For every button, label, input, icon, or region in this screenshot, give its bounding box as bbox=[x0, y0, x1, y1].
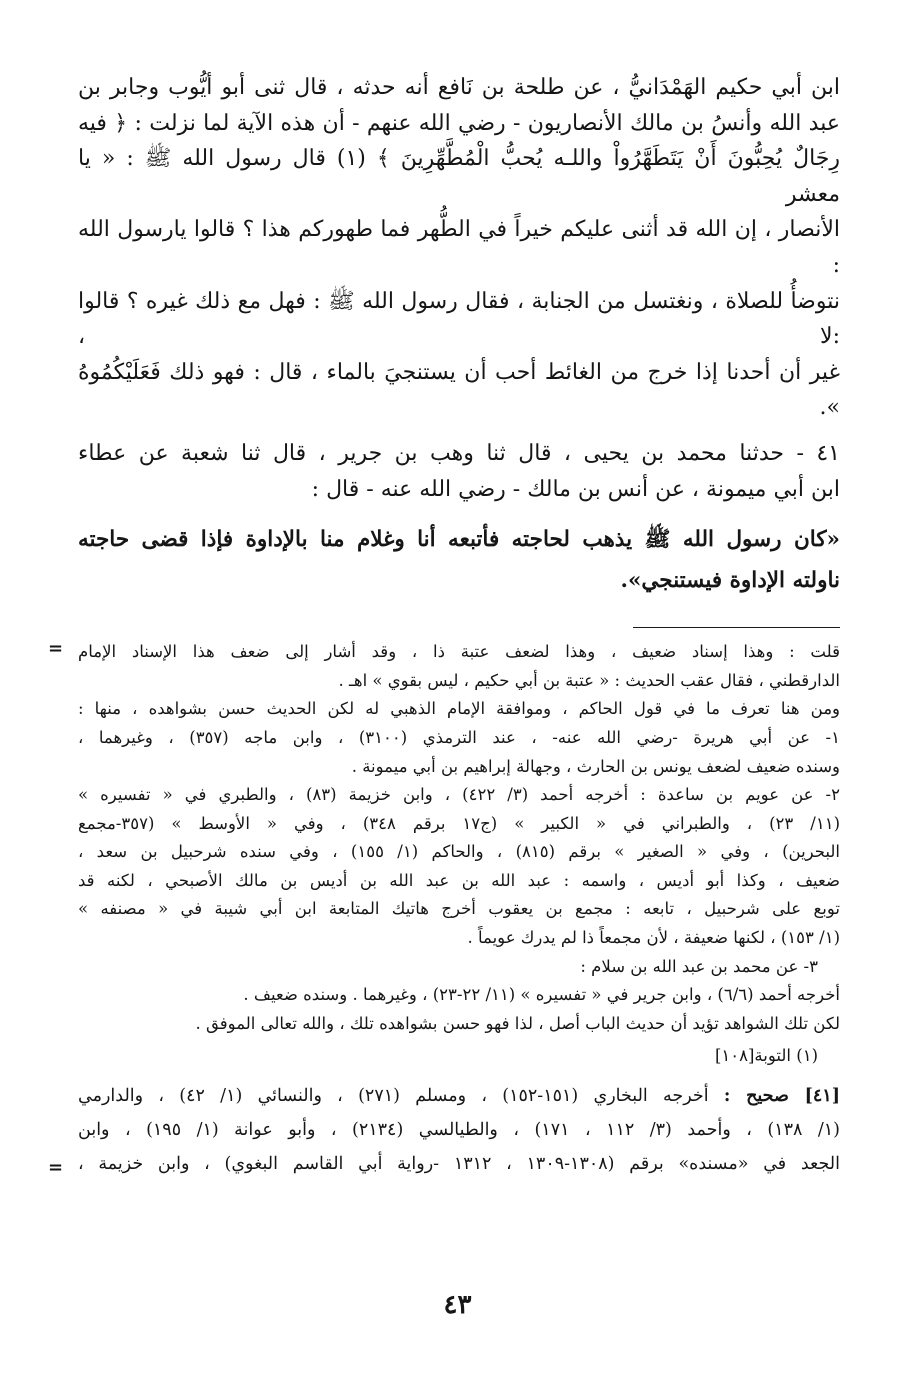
note-line: ١- عن أبي هريرة -رضي الله عنه- ، عند الترمذي (٣١٠٠) ، وابن ماجه (٣٥٧) ، وغيرهما ، bbox=[78, 727, 840, 747]
main-text bbox=[78, 70, 840, 601]
source-text: أخرجه البخاري (١٥١-١٥٢) ، ومسلم (٢٧١) ، والنسائي (١/ ٤٢) ، والدارمي bbox=[78, 1086, 709, 1107]
page-content bbox=[48, 70, 841, 1181]
note-line: البحرين) ، وفي « الصغير » برقم (٨١٥) ، والحاكم (١/ ١٥٥) ، وفي سنده شرحبيل بن سعد ، bbox=[78, 842, 841, 862]
hadith-41-isnad: ٤١ - حدثنا محمد بن يحيى ، قال ثنا وهب بن جرير ، قال ثنا شعبة عن عطاء bbox=[78, 440, 840, 466]
note-line: (١/ ١٥٣) ، لكنها ضعيفة ، لأن مجمعاً ذا لم يدرك عويماً . bbox=[467, 928, 840, 948]
note-line: الدارقطني ، فقال عقب الحديث : « عتبة بن أبي حكيم ، ليس بقوي » اهـ . bbox=[338, 670, 840, 690]
source-label: [٤١] صحيح : bbox=[723, 1086, 840, 1107]
source-line: (١/ ١٣٨) ، وأحمد (٣/ ١١٢ ، ١٧١) ، والطيالسي (٢١٣٤) ، وأبو عوانة (١/ ١٩٥) ، وابن bbox=[78, 1120, 840, 1141]
main-line: نتوضأُ للصلاة ، ونغتسل من الجنابة ، فقال رسول الله ﷺ : فهل مع ذلك غيره ؟ قالوا :لا ، bbox=[78, 288, 840, 350]
note-line: ضعيف ، وكذا أبو أديس ، واسمه : عبد الله بن عبد الله بن أديس بن مالك الأصبحي ، لكنه قد bbox=[78, 870, 840, 890]
note-line: ومن هنا تعرف ما في قول الحاكم ، وموافقة الإمام الذهبي له لكن الحديث حسن بشواهده ، منها : bbox=[78, 699, 840, 719]
continuation-mark-top: = bbox=[48, 638, 64, 660]
main-line: رِجَالٌ يُحِبُّونَ أَنْ يَتَطَهَّرُواْ واللـه يُحبُّ الْمُطَّهِّرِينَ ﴾ (١) قال رسول الله ﷺ : « يا معشر bbox=[78, 146, 840, 207]
main-line: الأنصار ، إن الله قد أثنى عليكم خيراً في الطُّهر فما طهوركم هذا ؟ قالوا يارسول الله : bbox=[78, 217, 840, 278]
main-line: ابن أبي حكيم الهَمْدَانيُّ ، عن طلحة بن نَافع أنه حدثه ، قال ثنى أبو أيُّوب وجابر بن bbox=[78, 75, 840, 100]
note-line: لكن تلك الشواهد تؤيد أن حديث الباب أصل ، لذا فهو حسن بشواهده تلك ، والله تعالى الموفق . bbox=[195, 1013, 840, 1033]
continuation-mark-bottom: = bbox=[48, 1157, 64, 1179]
hadith-text: «كان رسول الله ﷺ يذهب لحاجته فأتبعه أنا وغلام منا بالإداوة فإذا قضى حاجته bbox=[78, 527, 840, 553]
main-line: غير أن أحدنا إذا خرج من الغائط أحب أن يستنجيَ بالماء ، قال : فهو ذلك فَعَلَيْكُمُوهُ ». bbox=[78, 359, 840, 421]
hadith-text: ناولته الإداوة فيستنجي». bbox=[620, 568, 840, 594]
note-line: ٢- عن عويم بن ساعدة : أخرجه أحمد (٣/ ٤٢٢) ، وابن خزيمة (٨٣) ، والطبري في « تفسيره » bbox=[78, 785, 841, 805]
note-line: أخرجه أحمد (٦/٦) ، وابن جرير في « تفسيره » (١١/ ٢٢-٢٣) ، وغيرهما . وسنده ضعيف . bbox=[243, 985, 840, 1005]
note-line: وسنده ضعيف لضعف يونس بن الحارث ، وجهالة إبراهيم بن أبي ميمونة . bbox=[351, 756, 840, 776]
hadith-41-isnad: ابن أبي ميمونة ، عن أنس بن مالك - رضي الله عنه - قال : bbox=[311, 476, 840, 502]
footnote: (١) التوبة[١٠٨] bbox=[714, 1046, 818, 1066]
footnote-divider bbox=[633, 627, 840, 628]
note-line: قلت : وهذا إسناد ضعيف ، وهذا لضعف عتبة ذا ، وقد أشار إلى ضعف هذا الإسناد الإمام bbox=[78, 642, 840, 662]
source-line bbox=[48, 1147, 840, 1181]
main-line: عبد الله وأنسُ بن مالك الأنصاريون - رضي الله عنهم - أن هذه الآية لما نزلت : ﴿ فيه bbox=[78, 110, 840, 136]
note-line: (١١/ ٢٣) ، والطبراني في « الكبير » (ج١٧ برقم ٣٤٨) ، وفي « الأوسط » (٣٥٧-مجمع bbox=[78, 813, 840, 833]
note-line: ٣- عن محمد بن عبد الله بن سلام : bbox=[580, 956, 818, 976]
source-text: الجعد في «مسنده» برقم (١٣٠٨-١٣٠٩ ، ١٣١٢ -رواية أبي القاسم البغوي) ، وابن خزيمة ، bbox=[78, 1154, 840, 1175]
page-number: ٤٣ bbox=[443, 1290, 472, 1320]
note-line: توبع على شرحبيل ، تابعه : مجمع بن يعقوب أخرج هاتيك المتابعة ابن أبي شيبة في « مصنفه » bbox=[78, 899, 840, 919]
source-line-first bbox=[78, 1079, 840, 1113]
notes-section bbox=[48, 638, 841, 1181]
